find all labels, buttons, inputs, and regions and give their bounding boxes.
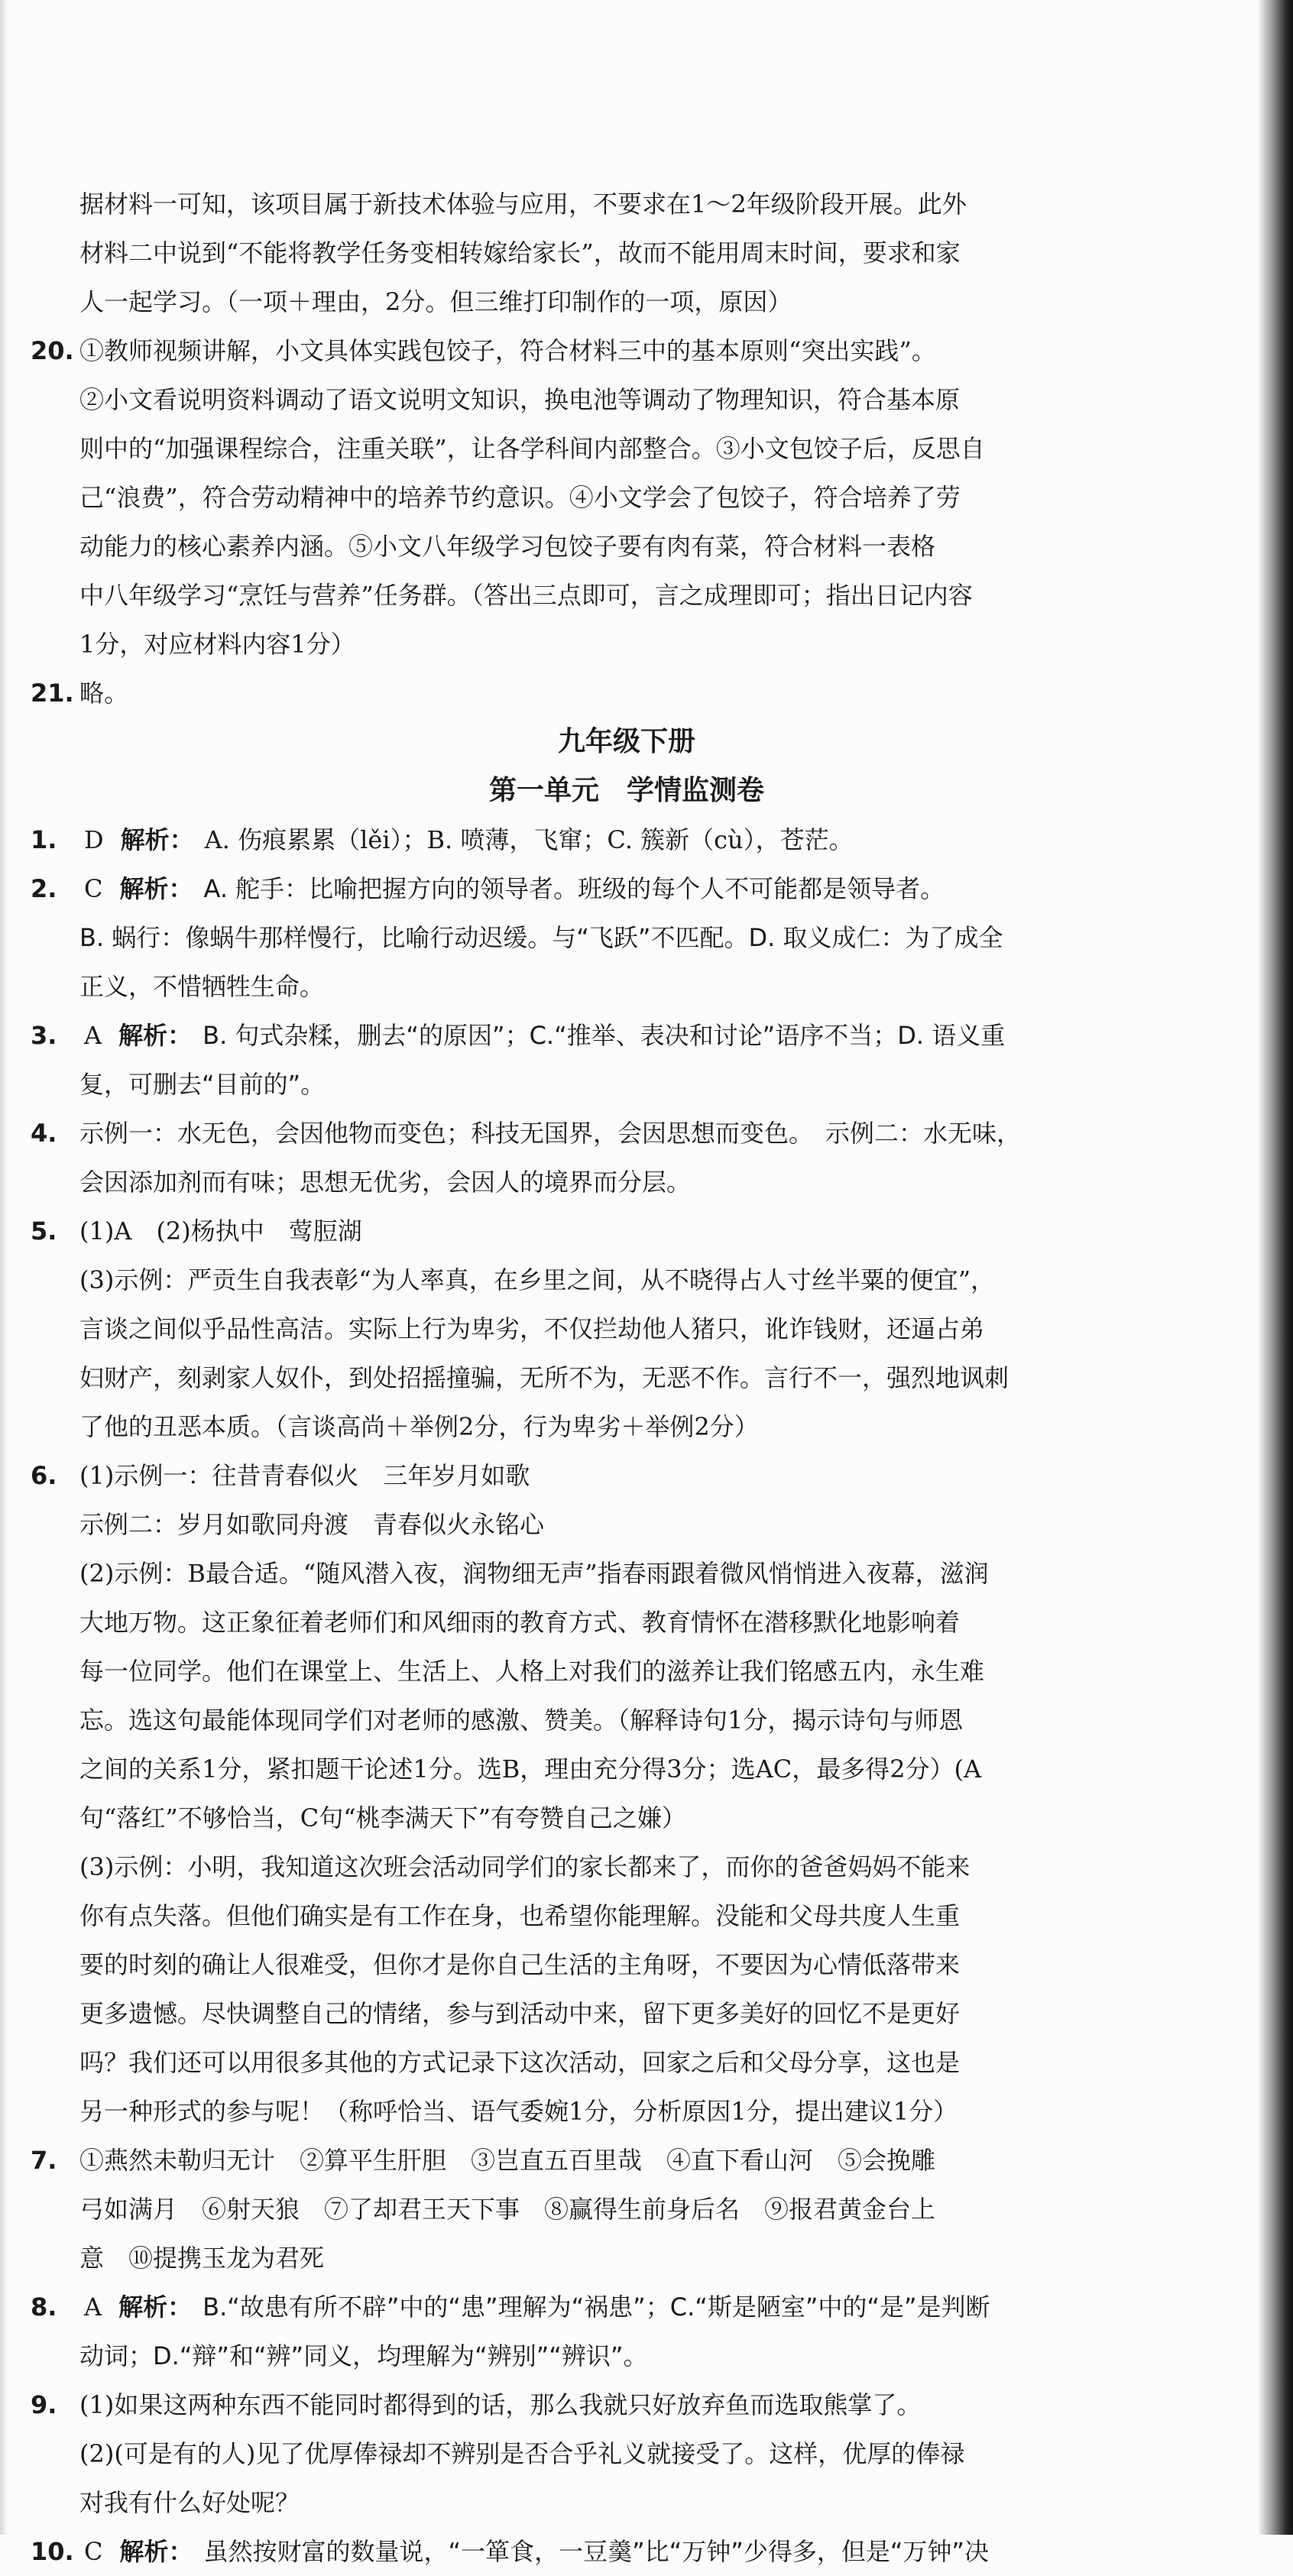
question-1: [31, 815, 1223, 864]
text-line: 吗？我们还可以用很多其他的方式记录下这次活动，回家之后和父母分享，这也是: [79, 2048, 961, 2077]
text-line: (2)(可是有的人)见了优厚俸禄却不辨别是否合乎礼义就接受了。这样，优厚的俸禄: [79, 2439, 965, 2468]
question-number: 5.: [31, 1217, 57, 1246]
question-3: [31, 1011, 1223, 1060]
question-2: [31, 864, 1223, 913]
text-line: 妇财产，刻剥家人奴仆，到处招摇撞骗，无所不为，无恶不作。言行不一，强烈地讽刺: [79, 1363, 1009, 1392]
text-line: B. 蜗行：像蜗牛那样慢行，比喻行动迟缓。与“飞跃”不匹配。D. 取义成仁：为了成全: [79, 923, 1003, 952]
answer-choice: C: [84, 2537, 103, 2566]
question-4: [31, 1109, 1223, 1158]
text-line: 复，可删去“目前的”。: [79, 1070, 326, 1099]
answer-text: (1)示例一：往昔青春似火 三年岁月如歌: [79, 1461, 530, 1490]
text-line: 弓如满月 ⑥射天狼 ⑦了却君王天下事 ⑧赢得生前身后名 ⑨报君黄金台上: [79, 2195, 936, 2224]
answer-choice: D: [84, 825, 104, 854]
analysis-label: 解析：: [118, 2292, 193, 2322]
text-line: 动能力的核心素养内涵。⑤小文八年级学习包饺子要有肉有菜，符合材料一表格: [79, 532, 936, 561]
question-number: 7.: [31, 2146, 57, 2175]
text-line: 对我有什么好处呢？: [79, 2488, 300, 2517]
question-8: [31, 2283, 1223, 2331]
unit-title: 第一单元 学情监测卷: [488, 775, 764, 806]
question-number: 3.: [31, 1021, 57, 1050]
text-line: 之间的关系1分，紧扣题干论述1分。选B，理由充分得3分；选AC，最多得2分）(A: [79, 1755, 982, 1784]
text-line: 每一位同学。他们在课堂上、生活上、人格上对我们的滋养让我们铭感五内，永生难: [79, 1657, 985, 1686]
text-line: (3)示例：小明，我知道这次班会活动同学们的家长都来了，而你的爸爸妈妈不能来: [79, 1852, 971, 1881]
text-line: 己“浪费”，符合劳动精神中的培养节约意识。④小文学会了包饺子，符合培养了劳: [79, 483, 961, 512]
analysis-text: A. 舵手：比喻把握方向的领导者。班级的每个人不可能都是领导者。: [203, 874, 945, 903]
question-9: [31, 2380, 1223, 2429]
text-line: 要的时刻的确让人很难受，但你才是你自己生活的主角呀，不要因为心情低落带来: [79, 1950, 961, 1979]
answer-text: 示例一：水无色，会因他物而变色；科技无国界，会因思想而变色。 示例二：水无味，: [79, 1119, 1022, 1148]
answer-page: [31, 180, 1223, 2576]
text-line: 了他的丑恶本质。（言谈高尚＋举例2分，行为卑劣＋举例2分）: [79, 1412, 759, 1441]
answer-choice: A: [84, 2292, 102, 2322]
analysis-text: B.“故患有所不辟”中的“患”理解为“祸患”；C.“斯是陋室”中的“是”是判断: [203, 2292, 990, 2322]
answer-text: ①燕然未勒归无计 ②算平生肝胆 ③岂直五百里哉 ④直下看山河 ⑤会挽雕: [79, 2146, 936, 2175]
answer-text: (1)A (2)杨执中 莺脰湖: [79, 1217, 362, 1246]
text-line: 中八年级学习“烹饪与营养”任务群。（答出三点即可，言之成理即可；指出日记内容: [79, 581, 973, 610]
question-20: [31, 326, 1223, 375]
question-number: 6.: [31, 1461, 57, 1490]
question-number: 10.: [31, 2537, 74, 2566]
text-line: ②小文看说明资料调动了语文说明文知识，换电池等调动了物理知识，符合基本原: [79, 385, 961, 414]
text-line: 你有点失落。但他们确实是有工作在身，也希望你能理解。没能和父母共度人生重: [79, 1901, 961, 1930]
text-line: 更多遗憾。尽快调整自己的情绪，参与到活动中来，留下更多美好的回忆不是更好: [79, 1999, 961, 2028]
text-line: 忘。选这句最能体现同学们对老师的感激、赞美。（解释诗句1分，揭示诗句与师恩: [79, 1706, 964, 1735]
text-line: 据材料一可知，该项目属于新技术体验与应用，不要求在1～2年级阶段开展。此外: [79, 190, 967, 219]
answer-choice: C: [84, 874, 103, 903]
question-number: 2.: [31, 874, 57, 903]
analysis-label: 解析：: [118, 1021, 193, 1050]
text-line: 意 ⑩提携玉龙为君死: [79, 2244, 325, 2273]
analysis-label: 解析：: [119, 874, 193, 903]
section-title: 九年级下册: [557, 726, 695, 757]
answer-text: ①教师视频讲解，小文具体实践包饺子，符合材料三中的基本原则“突出实践”。: [79, 336, 936, 365]
scan-left-edge: [0, 0, 8, 2535]
text-line: 会因添加剂而有味；思想无优劣，会因人的境界而分层。: [79, 1168, 692, 1197]
question-7: [31, 2136, 1223, 2185]
question-number: 20.: [31, 336, 74, 365]
question-number: 1.: [31, 825, 57, 854]
text-line: 大地万物。这正象征着老师们和风细雨的教育方式、教育情怀在潜移默化地影响着: [79, 1608, 961, 1637]
question-number: 8.: [31, 2292, 57, 2322]
analysis-text: B. 句式杂糅，删去“的原因”；C.“推举、表决和讨论”语序不当；D. 语义重: [203, 1021, 1006, 1050]
text-line: 句“落红”不够恰当，C句“桃李满天下”有夸赞自己之嫌）: [79, 1803, 686, 1832]
text-line: 示例二：岁月如歌同舟渡 青春似火永铭心: [79, 1510, 545, 1539]
text-line: 材料二中说到“不能将教学任务变相转嫁给家长”，故而不能用周末时间，要求和家: [79, 238, 961, 267]
text-line: 另一种形式的参与呢！（称呼恰当、语气委婉1分，分析原因1分，提出建议1分）: [79, 2097, 958, 2126]
question-6: [31, 1451, 1223, 1500]
scan-right-edge: [1258, 0, 1293, 2535]
text-line: 言谈之间似乎品性高洁。实际上行为卑劣，不仅拦劫他人猪只，讹诈钱财，还逼占弟: [79, 1314, 985, 1343]
text-line: (3)示例：严贡生自我表彰“为人率真，在乡里之间，从不晓得占人寸丝半粟的便宜”，: [79, 1265, 996, 1294]
text-line: (2)示例：B最合适。“随风潜入夜，润物细无声”指春雨跟着微风悄悄进入夜幕，滋润: [79, 1559, 989, 1588]
text-line: 人一起学习。（一项＋理由，2分。但三维打印制作的一项，原因）: [79, 287, 792, 316]
question-number: 21.: [31, 679, 74, 708]
text-line: 动词；D.“辩”和“辨”同义，均理解为“辨别”“辨识”。: [79, 2341, 648, 2370]
answer-text: 略。: [79, 679, 129, 708]
question-number: 9.: [31, 2390, 57, 2419]
answer-text: (1)如果这两种东西不能同时都得到的话，那么我就只好放弃鱼而选取熊掌了。: [79, 2390, 922, 2419]
text-line: 正义，不惜牺牲生命。: [79, 972, 325, 1001]
analysis-text: 虽然按财富的数量说，“一箪食，一豆羹”比“万钟”少得多，但是“万钟”决: [203, 2537, 989, 2566]
text-line: 1分，对应材料内容1分）: [79, 630, 355, 659]
answer-choice: A: [84, 1021, 102, 1050]
analysis-text: A. 伤痕累累（lěi）；B. 喷薄，飞窜；C. 簇新（cù），苍茫。: [204, 825, 854, 854]
question-number: 4.: [31, 1119, 57, 1148]
question-21: [31, 669, 1223, 718]
text-line: 则中的“加强课程综合，注重关联”，让各学科间内部整合。③小文包饺子后，反思自: [79, 434, 985, 463]
question-5: [31, 1207, 1223, 1256]
analysis-label: 解析：: [120, 825, 194, 854]
analysis-label: 解析：: [119, 2537, 193, 2566]
